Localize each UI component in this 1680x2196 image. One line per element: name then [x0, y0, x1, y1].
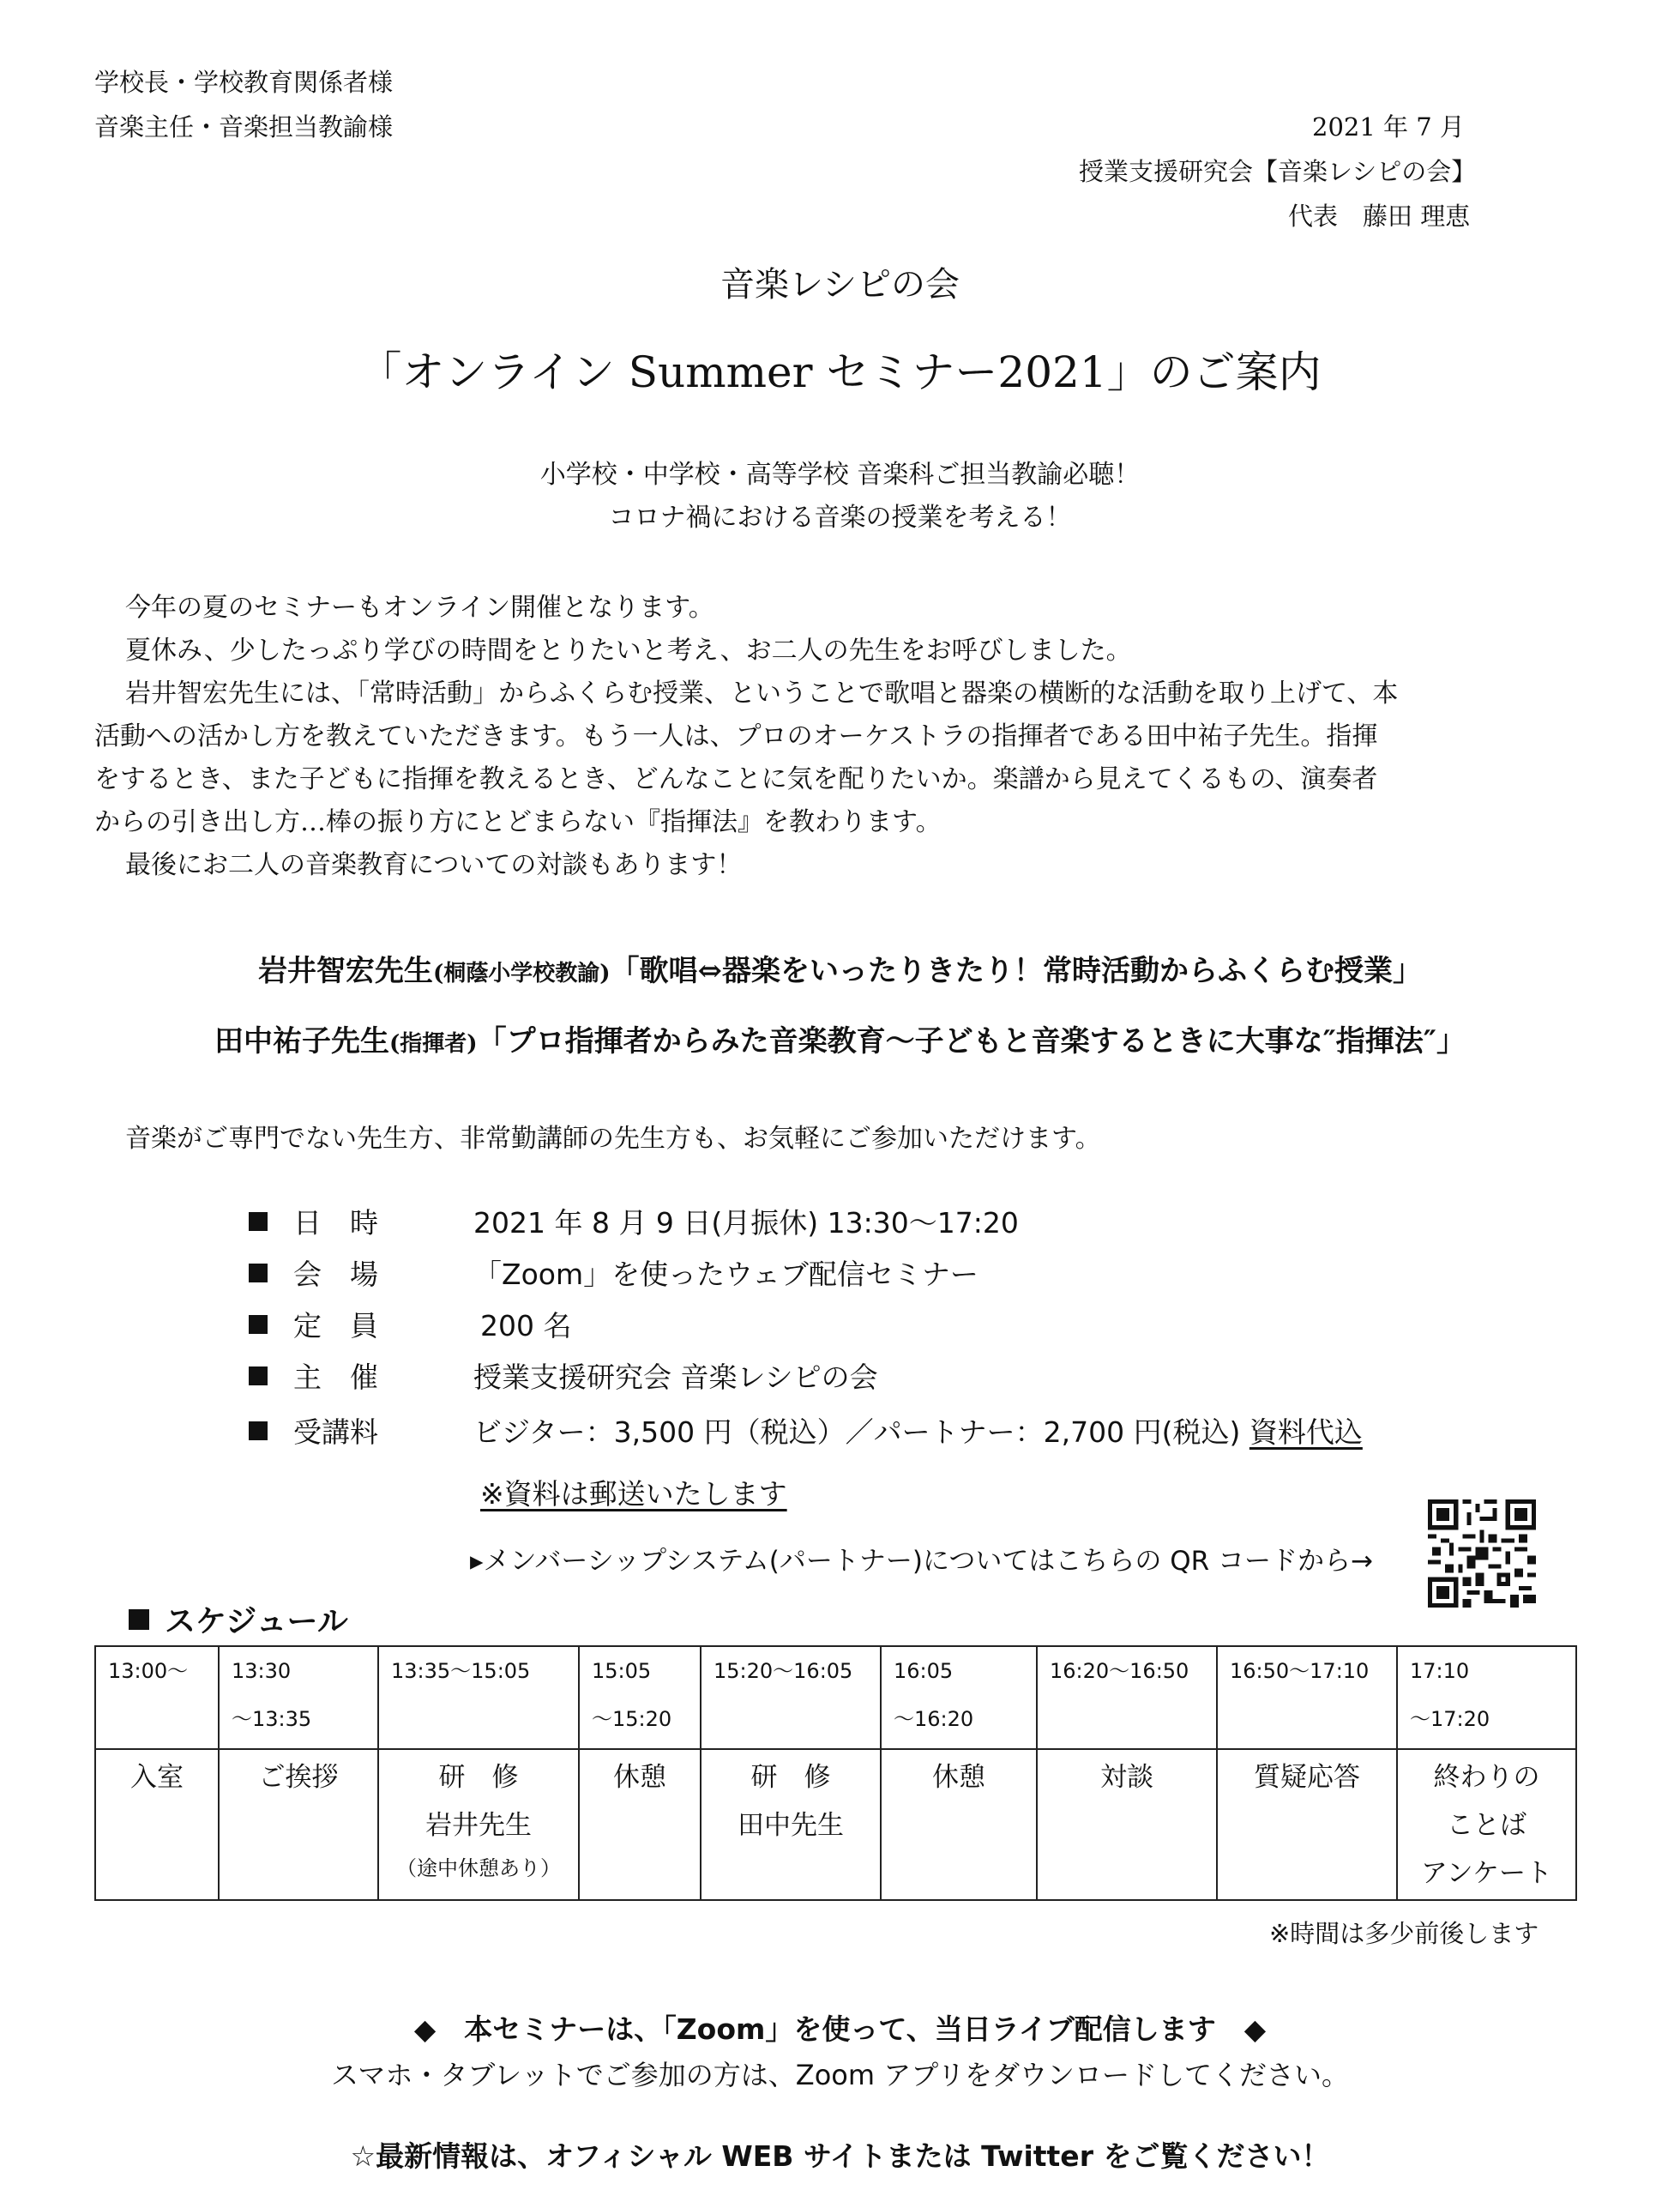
activity-text: ことば — [1447, 1810, 1526, 1841]
schedule-time-cell — [95, 1646, 219, 1749]
lead-line-1: 小学校・中学校・高等学校 音楽科ご担当教諭必聴！ — [539, 460, 1141, 490]
speaker-tanaka-role: (指揮者) — [389, 1031, 478, 1057]
activity-text: 対談 — [1100, 1762, 1153, 1793]
schedule-time-cell — [1217, 1646, 1397, 1749]
body-paragraph-1: 今年の夏のセミナーもオンライン開催となります。 — [125, 593, 714, 623]
activity-text: 岩井先生 — [425, 1810, 532, 1841]
activity-text: 研 修 — [438, 1762, 519, 1793]
activity-text: 研 修 — [750, 1762, 831, 1793]
issue-date: 2021 年 7 月 — [1312, 112, 1465, 142]
schedule-time-cell — [881, 1646, 1037, 1749]
schedule-activity-cell — [579, 1749, 701, 1900]
activity-text: ご挨拶 — [258, 1762, 339, 1793]
schedule-note: ※時間は多少前後します — [1269, 1919, 1539, 1948]
schedule-time-row — [95, 1646, 1576, 1749]
detail-fee-label: 受講料 — [293, 1415, 378, 1449]
schedule-activity-cell — [701, 1749, 881, 1900]
speaker-iwai-role: (桐蔭小学校教諭) — [432, 961, 611, 986]
invite-note: 音楽がご専門でない先生方、非常勤講師の先生方も、お気軽にご参加いただけます。 — [125, 1124, 1101, 1154]
activity-text: 入室 — [130, 1762, 184, 1793]
speaker-tanaka-talk: 「プロ指揮者からみた音楽教育～子どもと音楽するときに大事な″指揮法″」 — [477, 1024, 1466, 1059]
square-bullet-icon — [249, 1264, 268, 1282]
activity-text: 質疑応答 — [1254, 1762, 1360, 1793]
addressee-line-1: 学校長・学校教育関係者様 — [94, 68, 394, 97]
activity-text: 休憩 — [932, 1762, 985, 1793]
body-paragraph-3-line-3: をするとき、また子どもに指揮を教えるとき、どんなことに気を配りたいか。楽譜から見えてくるもの、演奏者 — [94, 764, 1378, 794]
membership-note[interactable]: ▸メンバーシップシステム(パートナー)についてはこちらの QR コードから→ — [470, 1546, 1373, 1577]
square-bullet-icon — [249, 1212, 268, 1231]
schedule-activity-cell — [378, 1749, 579, 1900]
time-text: 17:10 — [1410, 1659, 1470, 1683]
time-text: 13:30 — [232, 1659, 292, 1683]
time-text: ～16:20 — [894, 1707, 974, 1731]
schedule-activity-cell — [95, 1749, 219, 1900]
footer-app-notice: スマホ・タブレットでご参加の方は、Zoom アプリをダウンロードしてください。 — [331, 2059, 1349, 2091]
schedule-activity-cell — [1037, 1749, 1217, 1900]
detail-venue-label: 会 場 — [293, 1258, 378, 1291]
lead-line-2: コロナ禍における音楽の授業を考える！ — [608, 503, 1072, 533]
footer-zoom-notice: ◆ 本セミナーは、「Zoom」を使って、当日ライブ配信します ◆ — [413, 2012, 1267, 2046]
detail-venue — [249, 1252, 978, 1293]
time-text: 15:20～16:05 — [714, 1659, 853, 1683]
detail-venue-value: 「Zoom」を使ったウェブ配信セミナー — [473, 1258, 978, 1291]
schedule-table — [94, 1645, 1577, 1901]
time-text: 16:20～16:50 — [1050, 1659, 1189, 1683]
detail-capacity — [249, 1304, 571, 1344]
mail-note: ※資料は郵送いたします — [480, 1477, 787, 1511]
detail-fee — [249, 1410, 1363, 1451]
square-bullet-icon — [249, 1421, 268, 1440]
detail-capacity-label: 定 員 — [293, 1309, 378, 1342]
body-paragraph-3-line-2: 活動への活かし方を教えていただきます。もう一人は、プロのオーケストラの指揮者である田中祐子先生。指揮 — [94, 721, 1378, 751]
detail-fee-extra: 資料代込 — [1249, 1415, 1363, 1449]
schedule-time-cell — [219, 1646, 378, 1749]
detail-date — [249, 1201, 1019, 1241]
time-text: 13:35～15:05 — [391, 1659, 531, 1683]
sender-representative: 代表 藤田 理恵 — [1288, 202, 1471, 231]
detail-host — [249, 1355, 878, 1396]
body-paragraph-2: 夏休み、少したっぷり学びの時間をとりたいと考え、お二人の先生をお呼びしました。 — [125, 636, 1132, 666]
schedule-time-cell — [701, 1646, 881, 1749]
sender-organization: 授業支援研究会【音楽レシピの会】 — [1079, 157, 1477, 186]
square-bullet-icon — [249, 1315, 268, 1334]
activity-text: アンケート — [1420, 1858, 1553, 1889]
time-text: 16:50～17:10 — [1230, 1659, 1370, 1683]
activity-text: 休憩 — [613, 1762, 666, 1793]
schedule-activity-row — [95, 1749, 1576, 1900]
detail-date-label: 日 時 — [293, 1206, 378, 1240]
schedule-activity-cell — [219, 1749, 378, 1900]
detail-date-value: 2021 年 8 月 9 日(月振休) 13:30～17:20 — [473, 1206, 1019, 1240]
square-bullet-icon — [249, 1366, 268, 1385]
speaker-iwai-name: 岩井智宏先生 — [257, 954, 433, 988]
activity-text: 田中先生 — [738, 1810, 844, 1841]
schedule-heading — [129, 1597, 348, 1641]
activity-subtext: （途中休憩あり） — [396, 1856, 561, 1880]
qr-code-icon[interactable] — [1428, 1499, 1536, 1608]
body-paragraph-3-line-4: からの引き出し方…棒の振り方にとどまらない『指揮法』を教わります。 — [94, 807, 942, 837]
detail-host-label: 主 催 — [293, 1360, 378, 1394]
square-bullet-icon — [129, 1609, 149, 1630]
organization-title: 音楽レシピの会 — [720, 265, 960, 305]
time-text: ～17:20 — [1410, 1707, 1490, 1731]
schedule-time-cell — [1037, 1646, 1217, 1749]
detail-fee-value: ビジター：3,500 円（税込）／パートナー：2,700 円(税込) — [473, 1415, 1241, 1449]
detail-host-value: 授業支援研究会 音楽レシピの会 — [473, 1360, 878, 1394]
time-text: 15:05 — [592, 1659, 652, 1683]
addressee-line-2: 音楽主任・音楽担当教諭様 — [94, 112, 394, 142]
schedule-activity-cell — [1217, 1749, 1397, 1900]
schedule-activity-cell — [881, 1749, 1037, 1900]
speaker-iwai — [0, 947, 1680, 989]
schedule-time-cell — [378, 1646, 579, 1749]
activity-text: 終わりの — [1433, 1762, 1540, 1793]
page-title: 「オンライン Summer セミナー2021」のご案内 — [358, 347, 1322, 397]
footer-website-notice: ☆最新情報は、オフィシャル WEB サイトまたは Twitter をご覧ください！ — [350, 2139, 1330, 2173]
speaker-iwai-talk: 「歌唱⇔器楽をいったりきたり！常時活動からふくらむ授業」 — [610, 954, 1423, 988]
time-text: 16:05 — [894, 1659, 954, 1683]
time-text: 13:00～ — [108, 1659, 189, 1683]
detail-capacity-value: 200 名 — [480, 1309, 572, 1342]
speaker-tanaka-name: 田中祐子先生 — [214, 1024, 389, 1059]
body-paragraph-3-line-1: 岩井智宏先生には、「常時活動」からふくらむ授業、ということで歌唱と器楽の横断的な活動を取り上げて、本 — [125, 679, 1399, 709]
time-text: ～13:35 — [232, 1707, 312, 1731]
schedule-heading-label: スケジュール — [165, 1604, 348, 1639]
schedule-activity-cell — [1397, 1749, 1576, 1900]
body-paragraph-4: 最後にお二人の音楽教育についての対談もあります！ — [125, 850, 743, 880]
time-text: ～15:20 — [592, 1707, 672, 1731]
speaker-tanaka — [0, 1017, 1680, 1059]
schedule-time-cell — [579, 1646, 701, 1749]
schedule-time-cell — [1397, 1646, 1576, 1749]
